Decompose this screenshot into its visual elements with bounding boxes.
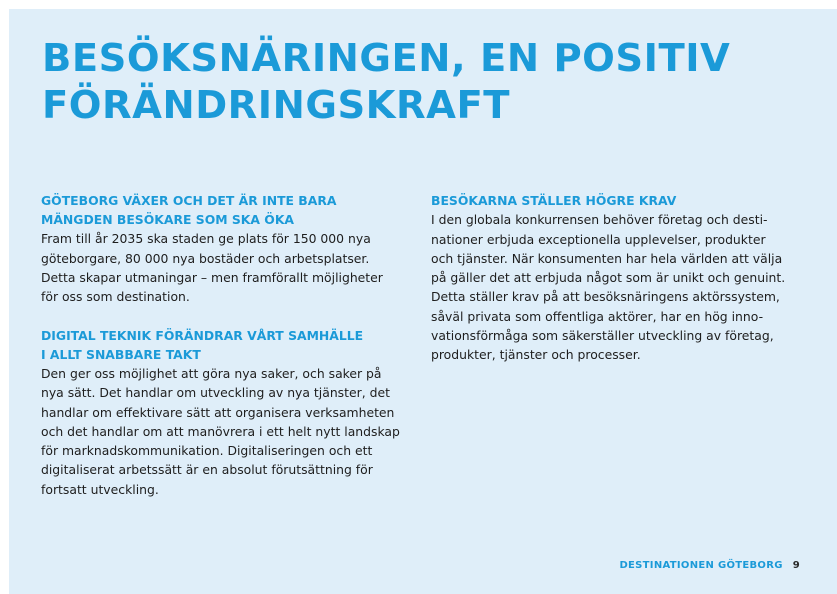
heading-line: DIGITAL TEKNIK FÖRÄNDRAR VÅRT SAMHÄLLE (41, 327, 364, 343)
body-line: Detta ställer krav på att besöksnäringens aktörssystem, (431, 289, 780, 305)
heading-line: BESÖKARNA STÄLLER HÖGRE KRAV (431, 193, 677, 208)
section-body (431, 210, 806, 364)
body-line: på gäller det att erbjuda något som är unikt och genuint. (431, 270, 786, 286)
body-line: digitaliserat arbetssätt är en absolut förutsättning för (41, 462, 373, 478)
body-line: produkter, tjänster och processer. (431, 347, 641, 363)
left-column (41, 191, 416, 499)
right-column (431, 191, 806, 365)
body-line: nationer erbjuda exceptionella upplevelser, produkter (431, 231, 766, 247)
section-heading (41, 191, 416, 229)
body-line: fortsatt utveckling. (41, 481, 159, 497)
body-line: handlar om effektivare sätt att organisera verksamheten (41, 404, 395, 420)
body-line: nya sätt. Det handlar om utveckling av nya tjänster, det (41, 385, 390, 401)
body-line: och tjänster. När konsumenten har hela världen att välja (431, 250, 783, 266)
page-title-line-1: BESÖKSNÄRINGEN, EN POSITIV (42, 36, 731, 81)
body-line: I den globala konkurrensen behöver företag och desti- (431, 212, 768, 228)
heading-line: GÖTEBORG VÄXER OCH DET ÄR INTE BARA (41, 193, 337, 208)
page-footer (619, 560, 800, 571)
section-besokarna-krav (431, 191, 806, 365)
section-body (41, 364, 416, 499)
section-goteborg-vaxer (41, 191, 416, 307)
page-title (42, 35, 802, 129)
section-digital-teknik (41, 326, 416, 499)
page-title-line-2: FÖRÄNDRINGSKRAFT (42, 83, 511, 128)
body-line: Den ger oss möjlighet att göra nya saker, och saker på (41, 366, 382, 381)
section-heading (41, 326, 416, 364)
body-line: och det handlar om att manövrera i ett helt nytt landskap (41, 423, 400, 439)
page-number: 9 (792, 560, 800, 571)
body-line: Detta skapar utmaningar – men framförallt möjligheter (41, 270, 383, 285)
body-line: göteborgare, 80 000 nya bostäder och arbetsplatser. (41, 250, 370, 266)
body-line: vationsförmåga som säkerställer utveckling av företag, (431, 327, 774, 343)
document-page (9, 9, 837, 594)
body-line: för oss som destination. (41, 289, 190, 305)
heading-line: MÄNGDEN BESÖKARE SOM SKA ÖKA (41, 212, 295, 228)
heading-line: I ALLT SNABBARE TAKT (41, 346, 201, 362)
body-line: Fram till år 2035 ska staden ge plats för 150 000 nya (41, 231, 371, 247)
publication-name: DESTINATIONEN GÖTEBORG (619, 560, 783, 571)
body-line: såväl privata som offentliga aktörer, har en hög inno- (431, 308, 764, 324)
body-line: för marknadskommunikation. Digitaliseringen och ett (41, 443, 373, 459)
section-heading (431, 191, 806, 210)
section-body (41, 229, 416, 306)
